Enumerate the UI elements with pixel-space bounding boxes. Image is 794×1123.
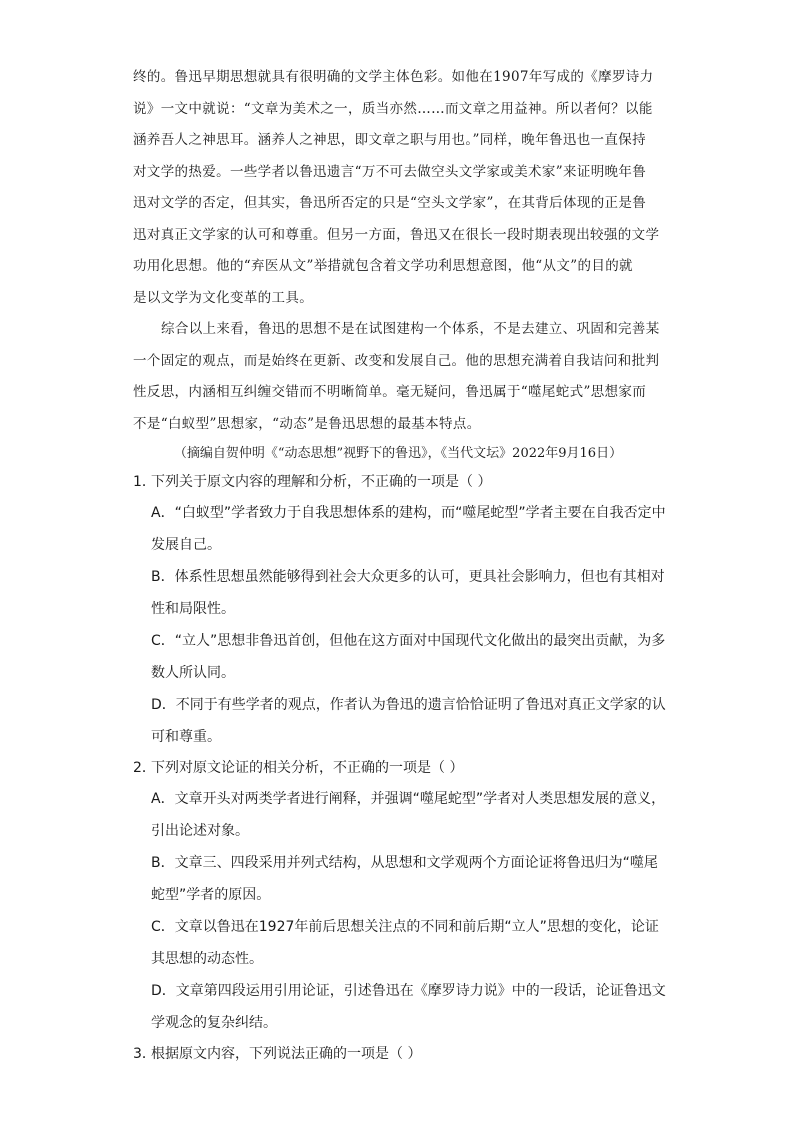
option-line: B．体系性思想虽然能够得到社会大众更多的认可，更具社会影响力，但也有其相对 xyxy=(151,569,665,585)
text-line: 终的。鲁迅早期思想就具有很明确的文学主体色彩。如他在1907年写成的《摩罗诗力 xyxy=(133,69,654,85)
question-3 xyxy=(133,1039,673,1069)
option-c xyxy=(133,625,671,689)
text-line: 功用化思想。他的“弃医从文”举措就包含着文学功利思想意图，他“从文”的目的就 xyxy=(133,258,633,274)
text-line: 性反思，内涵相互纠缠交错而不明晰简单。毫无疑问，鲁迅属于“噬尾蛇式”思想家而 xyxy=(133,384,647,400)
question-text: 根据原文内容，下列说法正确的一项是（ ） xyxy=(151,1046,422,1062)
option-c xyxy=(133,911,671,975)
option-line: 发展自己。 xyxy=(151,537,221,553)
question-number: 1． xyxy=(133,474,156,490)
option-b xyxy=(133,847,671,911)
option-line: D．文章第四段运用引用论证，引述鲁迅在《摩罗诗力说》中的一段话，论证鲁迅文 xyxy=(151,983,666,999)
text-line: 是以文学为文化变革的工具。 xyxy=(133,289,314,306)
paragraph-4 xyxy=(133,314,663,440)
question-stem xyxy=(133,753,673,783)
option-line: C．文章以鲁迅在1927年前后思想关注点的不同和前后期“立人”思想的变化，论证 xyxy=(151,919,659,935)
question-2 xyxy=(133,753,673,1039)
option-line: A．文章开头对两类学者进行阐释，并强调“噬尾蛇型”学者对人类思想发展的意义， xyxy=(151,791,666,807)
option-line: 蛇型”学者的原因。 xyxy=(151,887,271,903)
option-line: 学观念的复杂纠结。 xyxy=(151,1015,277,1031)
question-stem xyxy=(133,467,673,497)
question-number: 3． xyxy=(133,1046,156,1062)
option-b xyxy=(133,561,671,625)
option-line: D．不同于有些学者的观点，作者认为鲁迅的遗言恰恰证明了鲁迅对真正文学家的认 xyxy=(151,697,666,713)
question-1 xyxy=(133,467,673,753)
option-line: B．文章三、四段采用并列式结构，从思想和文学观两个方面论证将鲁迅归为“噬尾 xyxy=(151,855,658,871)
article-source: （摘编自贺仲明《“动态思想”视野下的鲁迅》，《当代文坛》2022年9月16日） xyxy=(173,446,623,461)
article-text xyxy=(133,62,663,440)
option-a xyxy=(133,497,671,561)
option-line: 数人所认同。 xyxy=(151,665,235,681)
paragraph-3 xyxy=(133,62,663,314)
text-line: 迅对文学的否定，但其实，鲁迅所否定的只是“空头文学家”，在其背后体现的正是鲁 xyxy=(133,195,647,211)
question-list xyxy=(133,467,673,1069)
text-line: 对文学的热爱。一些学者以鲁迅遗言“万不可去做空头文学家或美术家”来证明晚年鲁 xyxy=(133,163,647,180)
option-line: C．“立人”思想非鲁迅首创，但他在这方面对中国现代文化做出的最突出贡献，为多 xyxy=(151,633,666,649)
option-d xyxy=(133,975,671,1039)
option-line: 引出论述对象。 xyxy=(151,823,249,839)
question-stem xyxy=(133,1039,673,1069)
option-line: 其思想的动态性。 xyxy=(151,951,263,967)
option-d xyxy=(133,689,671,753)
text-line: 一个固定的观点，而是始终在更新、改变和发展自己。他的思想充满着自我诘问和批判 xyxy=(133,352,660,369)
text-line: 迅对真正文学家的认可和尊重。但另一方面，鲁迅又在很长一段时期表现出较强的文学 xyxy=(133,226,660,243)
option-line: 性和局限性。 xyxy=(151,601,235,617)
text-line: 涵养吾人之神思耳。涵养人之神思，即文章之职与用也。”同样，晚年鲁迅也一直保持 xyxy=(133,132,646,148)
text-line: 综合以上来看，鲁迅的思想不是在试图建构一个体系，不是去建立、巩固和完善某 xyxy=(161,321,660,337)
option-line: A．“白蚁型”学者致力于自我思想体系的建构，而“噬尾蛇型”学者主要在自我否定中 xyxy=(151,505,666,521)
option-a xyxy=(133,783,671,847)
text-line: 不是“白蚁型”思想家，“动态”是鲁迅思想的最基本特点。 xyxy=(133,415,481,432)
question-text: 下列关于原文内容的理解和分析，不正确的一项是（ ） xyxy=(151,474,492,490)
option-line: 可和尊重。 xyxy=(151,729,221,745)
question-number: 2． xyxy=(133,760,156,776)
text-line: 说》一文中就说：“文章为美术之一，质当亦然……而文章之用益神。所以者何？以能 xyxy=(133,100,653,117)
question-text: 下列对原文论证的相关分析，不正确的一项是（ ） xyxy=(151,760,464,776)
